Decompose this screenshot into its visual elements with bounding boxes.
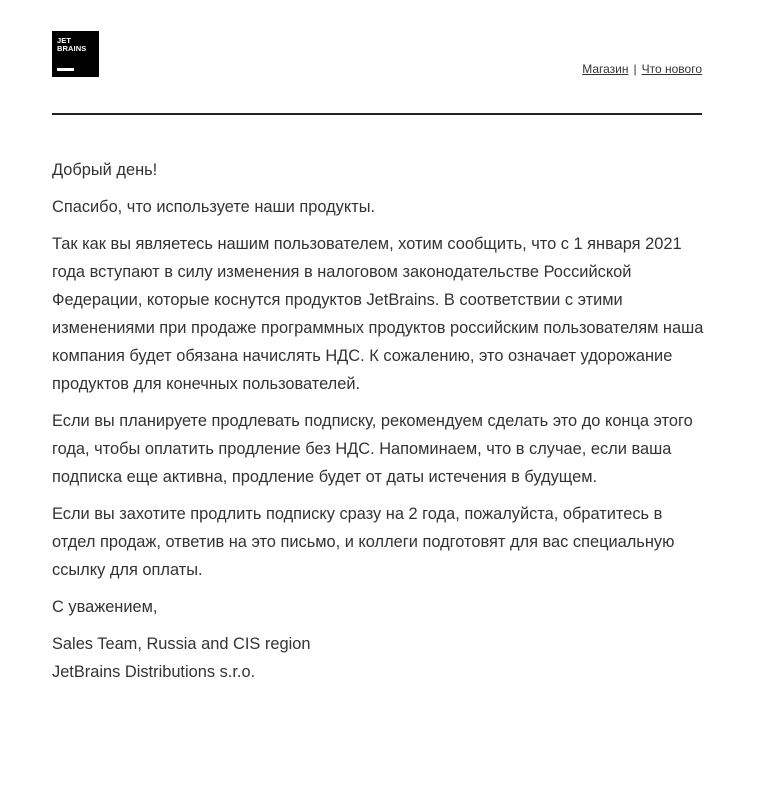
logo-bar <box>57 68 74 71</box>
closing: С уважением, <box>52 598 158 616</box>
shop-link[interactable]: Магазин <box>582 62 629 76</box>
signature-company: JetBrains Distributions s.r.o. <box>52 663 256 681</box>
nav-separator: | <box>633 62 637 76</box>
signature <box>52 630 707 686</box>
jetbrains-logo[interactable] <box>52 31 99 77</box>
signature-team: Sales Team, Russia and CIS region <box>52 635 311 653</box>
paragraph-thanks: Спасибо, что используете наши продукты. <box>52 198 376 216</box>
logo-text: JET BRAINS <box>57 36 87 53</box>
paragraph-tax-change: Так как вы являетесь нашим пользователем, хотим сообщить, что с 1 января 2021 года вступают в силу изменения в налоговом законодательстве Российской Федерации, которые коснутся продуктов JetBrains. В соответствии с этими изменениями при продаже программных продуктов российским пользователям наша компания будет обязана начислять НДС. К сожалению, это означает удорожание продуктов для конечных пользователей. <box>52 235 704 393</box>
email-body <box>52 156 707 686</box>
header-nav <box>582 62 702 76</box>
email-header <box>52 31 702 77</box>
header-divider <box>52 113 702 115</box>
greeting: Добрый день! <box>52 161 158 179</box>
paragraph-two-years: Если вы захотите продлить подписку сразу на 2 года, пожалуйста, обратитесь в отдел продаж, ответив на это письмо, и коллеги подготовят для вас специальную ссылку для оплаты. <box>52 505 675 579</box>
whats-new-link[interactable]: Что нового <box>641 62 702 76</box>
paragraph-renewal: Если вы планируете продлевать подписку, рекомендуем сделать это до конца этого года, чтобы оплатить продление без НДС. Напоминаем, что в случае, если ваша подписка еще активна, продление будет от даты истечения в будущем. <box>52 412 693 486</box>
